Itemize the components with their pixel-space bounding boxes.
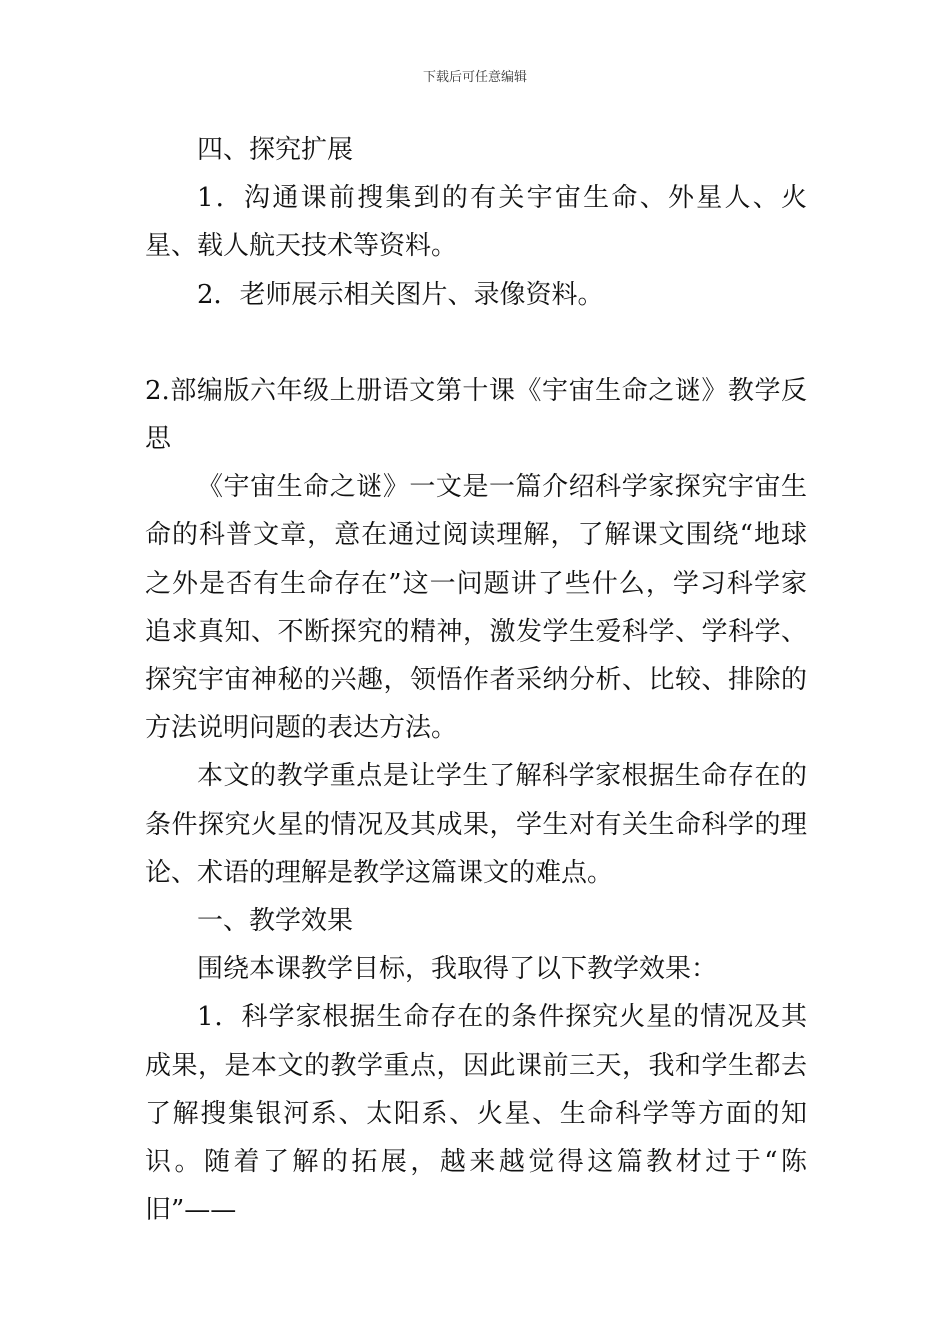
document-body	[145, 126, 807, 1234]
paragraph: 围绕本课教学目标，我取得了以下教学效果：	[197, 954, 718, 985]
list-item: 1．沟通课前搜集到的有关宇宙生命、外星人、火星、载人航天技术等资料。	[145, 183, 807, 262]
subheading: 一、教学效果	[197, 906, 354, 937]
section-heading: 四、探究扩展	[197, 135, 354, 165]
list-item: 2．老师展示相关图片、录像资料。	[197, 279, 604, 310]
spacer	[145, 319, 807, 367]
paragraph: 1．科学家根据生命存在的条件探究火星的情况及其成果，是本文的教学重点，因此课前三天，我和学生都去了解搜集银河系、太阳系、火星、生命科学等方面的知识。随着了解的拓展，越来越觉得这篇教材过于“陈旧”——	[145, 1002, 807, 1226]
paragraph: 本文的教学重点是让学生了解科学家根据生命存在的条件探究火星的情况及其成果，学生对有关生命科学的理论、术语的理解是教学这篇课文的难点。	[145, 761, 807, 888]
paragraph: 《宇宙生命之谜》一文是一篇介绍科学家探究宇宙生命的科普文章，意在通过阅读理解，了解课文围绕“地球之外是否有生命存在”这一问题讲了些什么，学习科学家追求真知、不断探究的精神，激发学生爱科学、学科学、探究宇宙神秘的兴趣，领悟作者采纳分析、比较、排除的方法说明问题的表达方法。	[145, 472, 807, 744]
page-header: 下载后可任意编辑	[422, 70, 527, 85]
article-title: 2.部编版六年级上册语文第十课《宇宙生命之谜》教学反思	[145, 375, 807, 455]
